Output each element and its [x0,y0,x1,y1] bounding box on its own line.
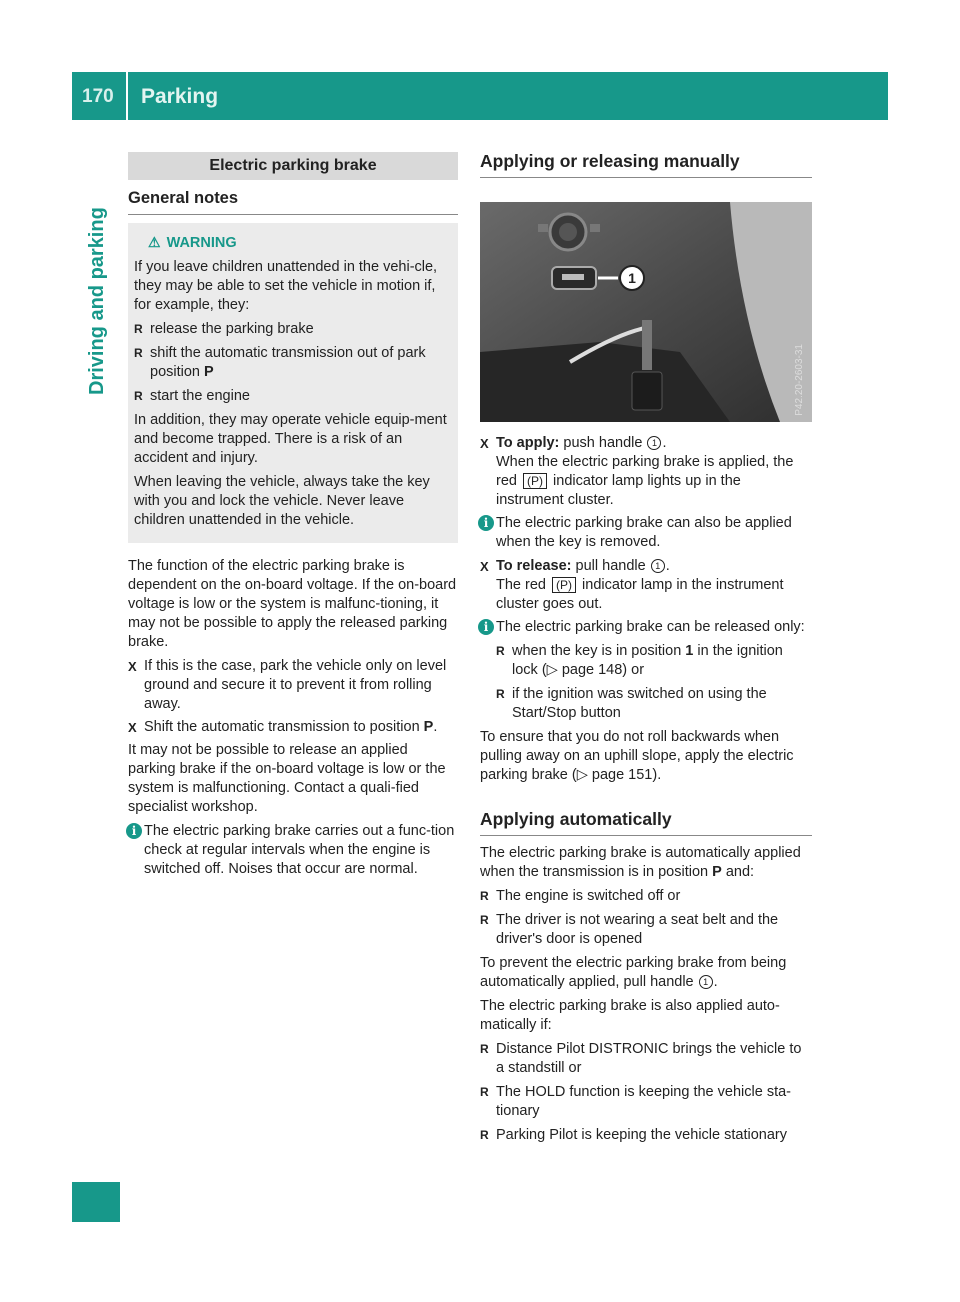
release-bullet-text-end: in the ignition lock (▷ page 148) or [512,643,783,678]
release-label: To release: [496,558,572,574]
release-conditions [480,642,812,723]
key-position: 1 [685,643,694,659]
right-column [480,152,812,1150]
heading-general-notes: General notes [128,189,458,215]
side-tab-block [72,1182,120,1222]
chapter-title: Parking [141,85,219,108]
callout-number-icon: 1 [699,975,713,989]
info-note [480,618,812,637]
callout-number-icon: 1 [651,559,665,573]
warning-bullet: R release the parking brake [134,320,452,339]
info-note [128,822,458,879]
callout-number-icon: 1 [647,436,661,450]
release-bullet: R if the ignition was switched on using the Start/Stop button [496,685,812,723]
left-column [128,152,458,884]
auto-text-b: and: [721,864,755,880]
side-tab-label: Driving and parking [86,207,108,395]
action-step-apply: X To apply: push handle 1 . When the electric parking brake is applied, the red (P) indicator lamp lights up in the instrument cluster. [480,434,812,510]
parking-brake-photo [480,202,812,422]
warning-bullet: R start the engine [134,387,452,406]
auto-bullet: R The engine is switched off or [480,887,812,906]
parking-brake-lamp-icon: (P) [523,473,547,489]
apply-label: To apply: [496,435,560,451]
release-text: pull handle [571,558,650,574]
action-step: X If this is the case, park the vehicle only on level ground and secure it to prevent it from rolling away. [128,657,458,714]
page-number: 170 [82,86,114,107]
info-text: The electric parking brake carries out a func-tion check at regular intervals when the engine is switched off. Noises that occur are normal. [144,823,455,877]
warning-box [128,223,458,543]
auto-bullet: R The driver is not wearing a seat belt and the driver's door is opened [480,911,812,949]
warning-bullet [134,344,452,382]
callout-1: 1 [628,270,636,286]
paragraph-release-note: It may not be possible to release an applied parking brake if the on-board voltage is low or the system is malfunctioning. Contact a quali-fied specialist workshop. [128,742,446,815]
auto-bullet: R The HOLD function is keeping the vehicle sta-tionary [480,1083,812,1121]
release-bullet [496,642,812,680]
action-end: . [433,719,438,735]
heading-automatic: Applying automatically [480,810,812,836]
apply-text: push handle [559,435,647,451]
auto-bullet: R Distance Pilot DISTRONIC brings the vehicle to a standstill or [480,1040,812,1078]
release-result-b: indicator lamp in the instrument cluster goes out. [496,577,784,612]
info-icon: i [126,823,142,839]
auto-bullet: R Parking Pilot is keeping the vehicle stationary [480,1126,812,1145]
auto-text-a: The electric parking brake is automatically applied when the transmission is in position [480,845,801,880]
auto-paragraph-3: The electric parking brake is also applied auto-matically if: [480,998,780,1033]
apply-result-b: indicator lamp lights up in the instrument cluster. [496,473,741,508]
header-separator [126,72,128,120]
warning-paragraph-2: In addition, they may operate vehicle equip-ment and become trapped. There is a risk of an accident and injury. [134,412,447,466]
apply-result-a: When the electric parking brake is applied, the red [496,454,794,489]
warning-paragraph-3: When leaving the vehicle, always take the key with you and lock the vehicle. Never leave children unattended in the vehicle. [134,474,430,528]
action-text: Shift the automatic transmission to position [144,719,424,735]
info-icon: i [478,619,494,635]
info-note [480,514,812,552]
warning-title [134,233,452,253]
auto-paragraph-2: To prevent the electric parking brake from being automatically applied, pull handle 1 . [480,955,787,990]
info-icon: i [478,515,494,531]
heading-manual: Applying or releasing manually [480,152,812,178]
position-p: P [712,864,722,880]
position-p: P [423,719,434,735]
parking-brake-lamp-icon: (P) [552,577,576,593]
warning-triangle-icon: ⚠ [148,234,161,250]
position-p: P [204,364,214,380]
image-code: P42.20-2603-31 [794,344,805,416]
auto-text-prevent: To prevent the electric parking brake from being automatically applied, pull handle [480,955,787,990]
warning-bullet-text: shift the automatic transmission out of park position [150,345,426,380]
warning-paragraph-1: If you leave children unattended in the vehi-cle, they may be able to set the vehicle in motion if, for example, they: [134,259,438,313]
auto-paragraph-1 [480,844,812,882]
action-step-release: X To release: pull handle 1 . The red (P) indicator lamp in the instrument cluster goes out. [480,557,812,614]
info-text: The electric parking brake can also be applied when the key is removed. [496,515,792,550]
section-banner: Electric parking brake [128,152,458,180]
action-step [128,718,458,737]
dashboard-illustration [480,202,812,422]
info-text: The electric parking brake can be released only: [496,619,805,635]
warning-title-text: WARNING [166,235,237,251]
paragraph-uphill: To ensure that you do not roll backwards when pulling away on an uphill slope, apply the electric parking brake (▷ page 151). [480,729,794,783]
paragraph-voltage: The function of the electric parking brake is dependent on the on-board voltage. If the on-board voltage is low or the system is malfunc-tioning, it may not be possible to apply the released parking brake. [128,558,457,650]
release-bullet-text: when the key is in position [512,643,686,659]
release-result-a: The red [496,577,550,593]
